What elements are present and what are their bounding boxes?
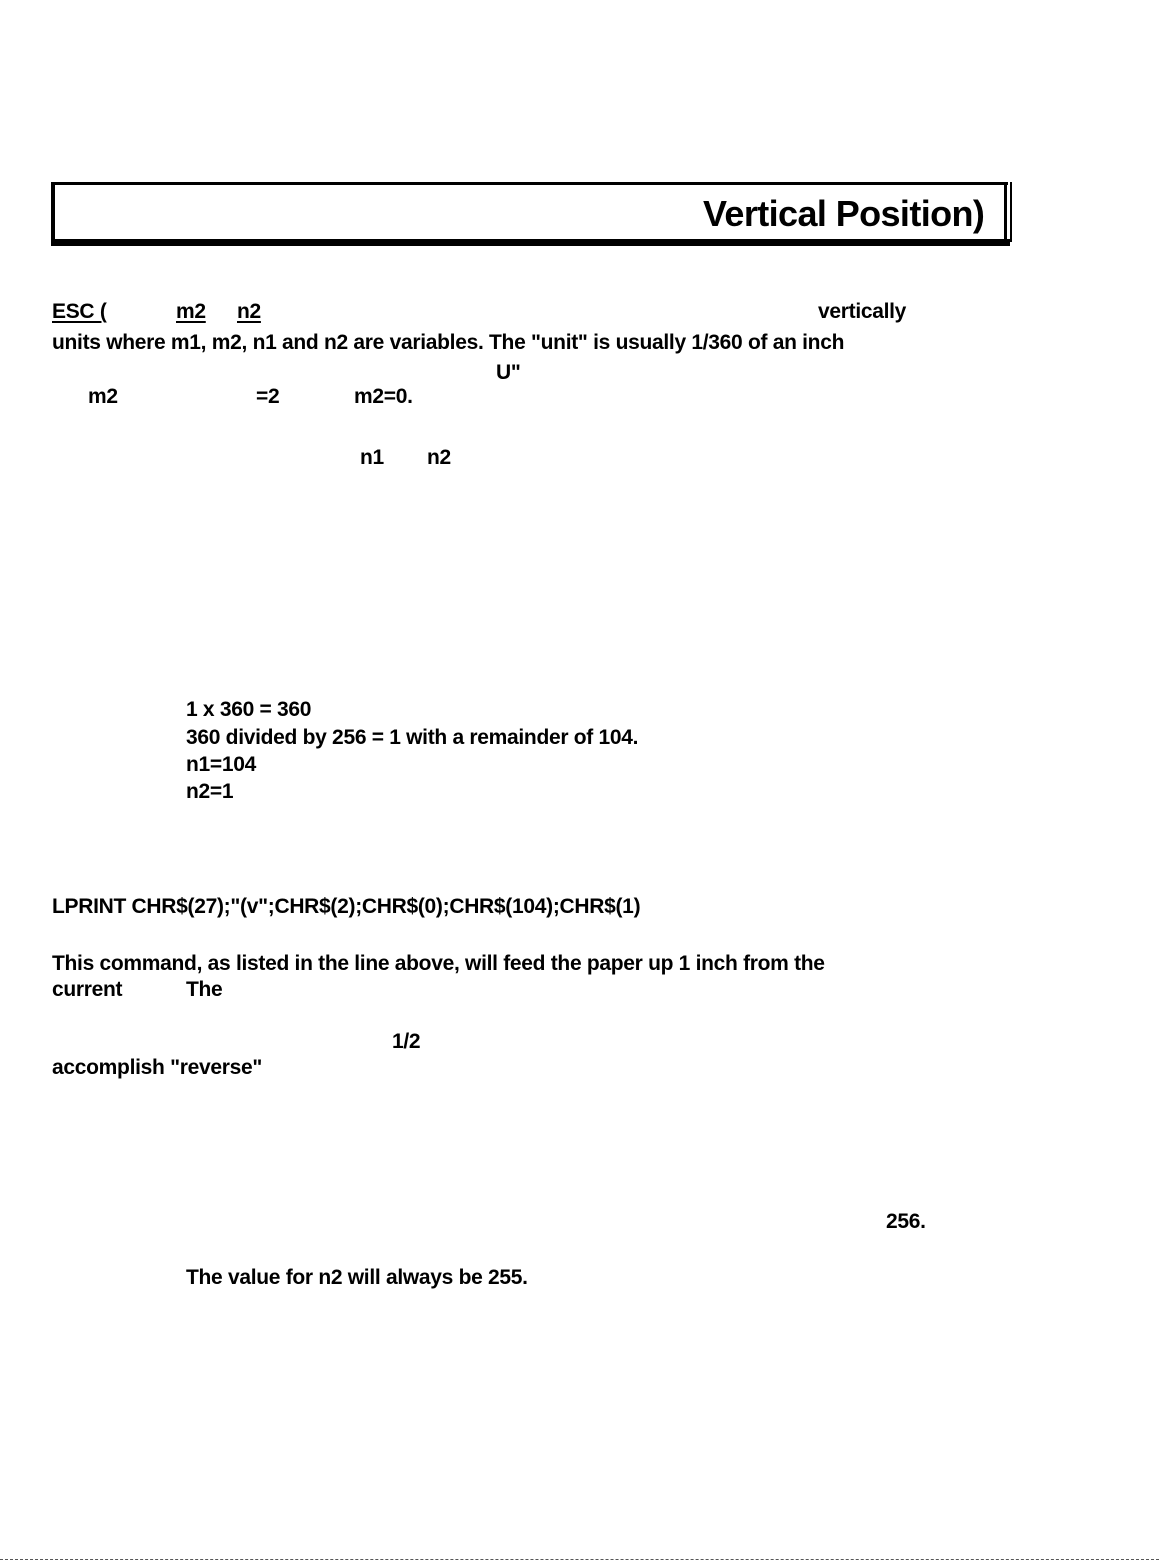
intro-line-2: units where m1, m2, n1 and n2 are variables. The "unit" is usually 1/360 of an inch bbox=[52, 331, 845, 354]
n2-value-note: The value for n2 will always be 255. bbox=[186, 1266, 528, 1289]
text-m2: m2 bbox=[88, 385, 118, 408]
text-m2-eq0: m2=0. bbox=[354, 385, 413, 408]
text-u-quote: U" bbox=[496, 361, 521, 384]
explanation-line-1: This command, as listed in the line above, will feed the paper up 1 inch from the bbox=[52, 952, 825, 975]
header-left-rule bbox=[51, 182, 55, 242]
lprint-code: LPRINT CHR$(27);"(v";CHR$(2);CHR$(0);CHR$(104);CHR$(1) bbox=[52, 895, 641, 918]
command-esc: ESC ( bbox=[52, 300, 107, 323]
text-vertically: vertically bbox=[818, 300, 907, 323]
header-right-rule bbox=[1004, 182, 1007, 242]
header-bottom-rule bbox=[51, 239, 1010, 246]
calc-line-2: 360 divided by 256 = 1 with a remainder of 104. bbox=[186, 726, 639, 749]
text-n1: n1 bbox=[360, 446, 384, 469]
header-top-rule bbox=[51, 182, 1008, 185]
command-m2: m2 bbox=[176, 300, 206, 323]
command-n2: n2 bbox=[237, 300, 261, 323]
text-half: 1/2 bbox=[392, 1030, 421, 1053]
section-title: Vertical Position) bbox=[703, 193, 985, 234]
text-reverse: accomplish "reverse" bbox=[52, 1056, 263, 1079]
page-bottom-edge bbox=[0, 1559, 1159, 1560]
text-n2: n2 bbox=[427, 446, 451, 469]
calc-line-1: 1 x 360 = 360 bbox=[186, 698, 312, 721]
text-the: The bbox=[186, 978, 223, 1001]
calc-line-3: n1=104 bbox=[186, 753, 257, 776]
calc-line-4: n2=1 bbox=[186, 780, 234, 803]
text-current: current bbox=[52, 978, 123, 1001]
text-eq2: =2 bbox=[256, 385, 280, 408]
header-right-rule-outer bbox=[1010, 182, 1012, 242]
text-256: 256. bbox=[886, 1210, 926, 1233]
